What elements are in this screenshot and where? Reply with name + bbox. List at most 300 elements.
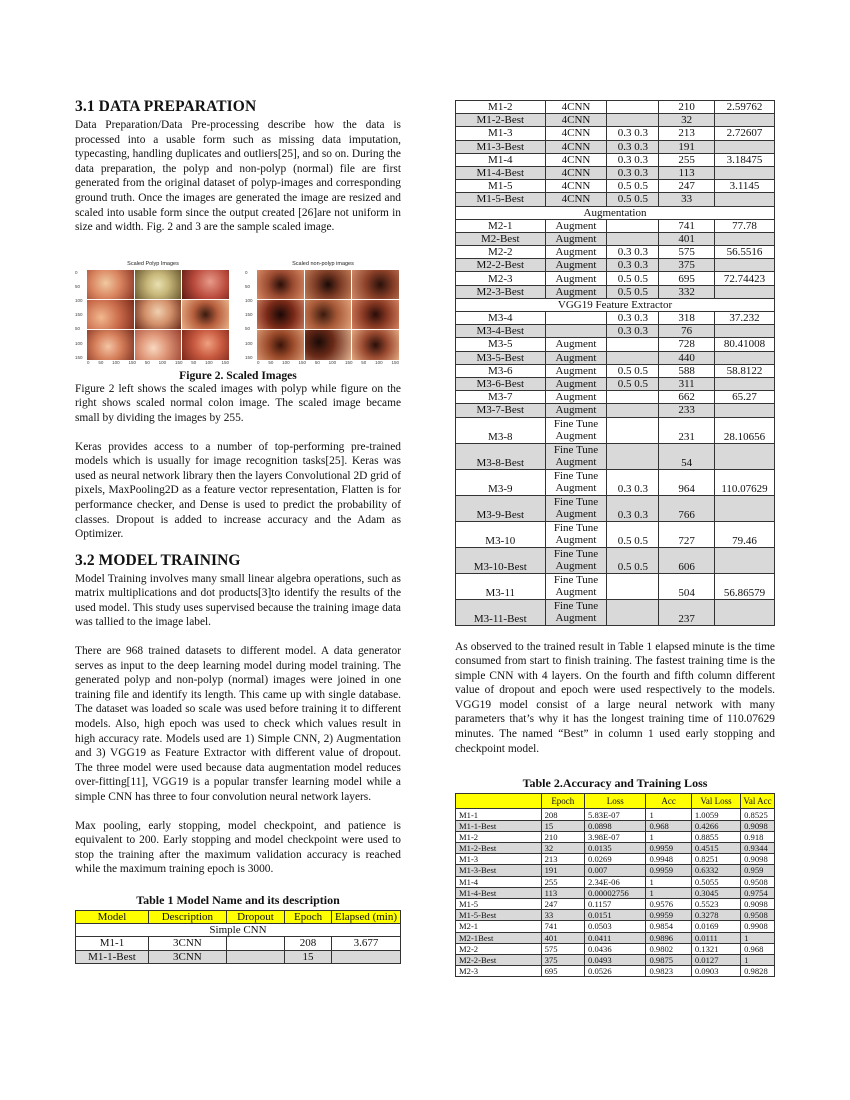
polyp-x-axis: 0 50 100 150 50 100 150 50 100 150 xyxy=(87,359,229,365)
scaled-polyp-panel xyxy=(75,261,231,365)
augment-label: Augment xyxy=(555,534,597,546)
table-cell xyxy=(715,404,775,417)
table-cell: 0.1157 xyxy=(585,898,646,909)
table-cell: 247 xyxy=(541,898,584,909)
table-cell: 695 xyxy=(659,272,715,285)
table-cell: 0.3 0.3 xyxy=(607,166,659,179)
table-1-body-d xyxy=(456,417,775,625)
table-cell: 3CNN xyxy=(148,950,226,963)
non-polyp-tile xyxy=(257,270,304,299)
table-cell: 0.3278 xyxy=(691,910,740,921)
table-row xyxy=(456,898,775,909)
table-cell: 728 xyxy=(659,338,715,351)
table-row xyxy=(456,954,775,965)
non-polyp-x-axis: 0 50 100 150 50 100 150 50 100 150 xyxy=(257,359,399,365)
table-cell: 401 xyxy=(541,932,584,943)
table-cell: 3.98E-07 xyxy=(585,831,646,842)
table-cell: 56.5516 xyxy=(715,246,775,259)
table-cell: 4CNN xyxy=(545,114,607,127)
table-cell: 1 xyxy=(646,887,691,898)
table-cell: M3-11-Best xyxy=(456,599,546,625)
section-3-2-paragraph-1: Model Training involves many small linear algebra operations, such as matrix multiplications and dot products[3]to identify the results of the used model. This study uses supervised because the training image data was tallied to the image label. xyxy=(75,572,401,629)
table-header-cell: Dropout xyxy=(226,910,284,923)
table-row xyxy=(456,391,775,404)
table-cell: 32 xyxy=(659,114,715,127)
table-cell: 0.5 0.5 xyxy=(607,521,659,547)
non-polyp-tile xyxy=(305,270,352,299)
table-cell: 0.9908 xyxy=(741,921,775,932)
table-cell: M1-2 xyxy=(456,101,546,114)
table-cell: 0.3 0.3 xyxy=(607,246,659,259)
fine-tune-label: Fine Tune xyxy=(553,548,599,560)
table-cell: 255 xyxy=(541,876,584,887)
augment-label: Augment xyxy=(555,612,597,624)
table-cell xyxy=(607,338,659,351)
table-cell: 0.9828 xyxy=(741,966,775,977)
fine-tune-label: Fine Tune xyxy=(553,418,599,430)
table-cell: 0.9576 xyxy=(646,898,691,909)
table-cell xyxy=(545,443,607,469)
table-row xyxy=(76,937,401,950)
table-cell: 233 xyxy=(659,404,715,417)
table-cell: 0.5 0.5 xyxy=(607,547,659,573)
table-cell: 0.3 0.3 xyxy=(607,312,659,325)
table-cell: 0.4266 xyxy=(691,820,740,831)
table-cell: 0.0436 xyxy=(585,943,646,954)
table-cell: Augment xyxy=(545,272,607,285)
table-cell xyxy=(715,377,775,390)
table-cell: Augment xyxy=(545,404,607,417)
table-cell: 0.3 0.3 xyxy=(607,259,659,272)
table-cell xyxy=(607,391,659,404)
table-cell: 0.959 xyxy=(741,865,775,876)
table-row xyxy=(456,404,775,417)
table-cell: Augment xyxy=(545,391,607,404)
polyp-tile xyxy=(87,300,134,329)
table-row xyxy=(456,820,775,831)
table-cell xyxy=(715,166,775,179)
table-cell: M2-2-Best xyxy=(456,259,546,272)
table-cell: M1-5 xyxy=(456,180,546,193)
table-2-body xyxy=(456,809,775,977)
table-cell xyxy=(607,232,659,245)
table-cell: 575 xyxy=(659,246,715,259)
table-row xyxy=(456,193,775,206)
table-cell: 0.5 0.5 xyxy=(607,193,659,206)
table-cell xyxy=(607,101,659,114)
table-cell: 0.8525 xyxy=(741,809,775,820)
table-cell: M1-5 xyxy=(456,898,542,909)
table-cell: 0.0169 xyxy=(691,921,740,932)
table-cell: 0.9508 xyxy=(741,910,775,921)
table-cell xyxy=(607,404,659,417)
table-cell: 58.8122 xyxy=(715,364,775,377)
table-cell: M3-9 xyxy=(456,469,546,495)
table-cell: 0.0903 xyxy=(691,966,740,977)
table-cell xyxy=(607,573,659,599)
figure-2-description: Figure 2 left shows the scaled images with polyp while figure on the right shows scaled normal colon image. The scaled image became small by dividing the images by 255. xyxy=(75,382,401,424)
table-cell: 575 xyxy=(541,943,584,954)
table-cell: 0.9802 xyxy=(646,943,691,954)
table-cell: 741 xyxy=(541,921,584,932)
table-header-cell xyxy=(456,794,542,809)
augment-label: Augment xyxy=(555,430,597,442)
table-cell: 0.4515 xyxy=(691,843,740,854)
table-row xyxy=(456,469,775,495)
table-cell: 401 xyxy=(659,232,715,245)
table-cell: 33 xyxy=(659,193,715,206)
table-cell: 3CNN xyxy=(148,937,226,950)
table-row xyxy=(456,831,775,842)
table-header-cell: Elapsed (min) xyxy=(332,910,401,923)
fine-tune-label: Fine Tune xyxy=(553,600,599,612)
table-cell: 32 xyxy=(541,843,584,854)
non-polyp-image-grid xyxy=(257,270,399,360)
table-cell: 0.8855 xyxy=(691,831,740,842)
non-polyp-tile xyxy=(257,330,304,359)
table-cell: 0.1321 xyxy=(691,943,740,954)
table-row xyxy=(456,364,775,377)
non-polyp-tile xyxy=(352,300,399,329)
table-2-caption: Table 2.Accuracy and Training Loss xyxy=(522,776,708,791)
table-cell: 440 xyxy=(659,351,715,364)
polyp-y-axis: 0 50 100 150 50 100 150 xyxy=(75,269,83,360)
table-cell xyxy=(715,259,775,272)
table-cell xyxy=(332,950,401,963)
table-cell: M2-1 xyxy=(456,921,542,932)
table-cell: 208 xyxy=(541,809,584,820)
non-polyp-y-axis: 0 50 100 150 50 100 150 xyxy=(245,269,253,360)
table-cell: 0.5 0.5 xyxy=(607,180,659,193)
polyp-tile xyxy=(182,270,229,299)
table-row xyxy=(456,351,775,364)
table-cell: 3.18475 xyxy=(715,153,775,166)
table-cell: 0.9098 xyxy=(741,854,775,865)
table-cell: 208 xyxy=(285,937,332,950)
table-cell: 588 xyxy=(659,364,715,377)
table-cell: 0.3 0.3 xyxy=(607,495,659,521)
table-cell: 0.3045 xyxy=(691,887,740,898)
table-row xyxy=(456,843,775,854)
table-cell: 2.72607 xyxy=(715,127,775,140)
table-cell: 0.5 0.5 xyxy=(607,285,659,298)
table-cell: 247 xyxy=(659,180,715,193)
table-cell: 113 xyxy=(659,166,715,179)
table-cell: 0.9959 xyxy=(646,865,691,876)
table-cell xyxy=(545,312,607,325)
table-cell xyxy=(607,219,659,232)
table-row xyxy=(456,246,775,259)
table-cell: 375 xyxy=(659,259,715,272)
table-cell xyxy=(226,950,284,963)
table-header-cell: Epoch xyxy=(285,910,332,923)
table-cell: 15 xyxy=(541,820,584,831)
table-cell: 210 xyxy=(541,831,584,842)
table-cell: 0.007 xyxy=(585,865,646,876)
table-row xyxy=(456,417,775,443)
table-cell: 4CNN xyxy=(545,127,607,140)
table-row xyxy=(456,865,775,876)
table-cell: M1-1 xyxy=(456,809,542,820)
table-cell xyxy=(545,521,607,547)
table-1-body-left xyxy=(76,937,401,963)
table-row xyxy=(456,547,775,573)
non-polyp-tile xyxy=(257,300,304,329)
table-header-cell: Val Loss xyxy=(691,794,740,809)
table-cell: M3-7-Best xyxy=(456,404,546,417)
table-cell xyxy=(545,599,607,625)
table-cell: M2-2 xyxy=(456,246,546,259)
table-cell: 606 xyxy=(659,547,715,573)
table-header-cell: Epoch xyxy=(541,794,584,809)
table-cell xyxy=(545,495,607,521)
table-cell: 0.3 0.3 xyxy=(607,153,659,166)
table-cell: Augment xyxy=(545,232,607,245)
table-cell: 375 xyxy=(541,954,584,965)
table-header-cell: Description xyxy=(148,910,226,923)
section-3-2-paragraph-2: There are 968 trained datasets to different model. A data generator serves as input to the deep learning model during model training. The generated polyp and non-polyp (normal) images were joined in one training file and identify its length. This came up with single database. The dataset was loaded so scale was used before training it to different models. Also, high epoch was used to check which values result in high accuracy rate. Models used are 1) Simple CNN, 2) Augmentation and 3) VGG19 as Feature Extractor with different value of dropout. The three model were used because data augmentation model reduces over-fitting[11], VGG19 is a popular transfer learning model while a simple CNN has three to four convolution neural network layers. xyxy=(75,645,401,803)
table-cell xyxy=(607,443,659,469)
table-cell: 0.0111 xyxy=(691,932,740,943)
table-cell: 0.00002756 xyxy=(585,887,646,898)
table-cell xyxy=(715,140,775,153)
table-cell: 0.9959 xyxy=(646,910,691,921)
table-cell xyxy=(545,469,607,495)
table-cell xyxy=(607,599,659,625)
table-cell: 4CNN xyxy=(545,153,607,166)
table-cell: 76 xyxy=(659,325,715,338)
table-cell: 191 xyxy=(541,865,584,876)
table-cell: 213 xyxy=(659,127,715,140)
table-row xyxy=(456,599,775,625)
table-row xyxy=(456,910,775,921)
table-cell: 0.3 0.3 xyxy=(607,469,659,495)
table-cell: 237 xyxy=(659,599,715,625)
table-cell: 0.9948 xyxy=(646,854,691,865)
right-column xyxy=(455,100,775,977)
table-row xyxy=(456,180,775,193)
table-cell: 79.46 xyxy=(715,521,775,547)
table-cell: 0.3 0.3 xyxy=(607,127,659,140)
table-cell: 0.9823 xyxy=(646,966,691,977)
table-cell xyxy=(715,232,775,245)
table-cell: 1 xyxy=(646,876,691,887)
table-cell: M3-9-Best xyxy=(456,495,546,521)
table-cell: M1-3-Best xyxy=(456,865,542,876)
polyp-tile xyxy=(87,330,134,359)
table-row xyxy=(456,312,775,325)
table-cell: 0.9508 xyxy=(741,876,775,887)
table-cell: 33 xyxy=(541,910,584,921)
table-cell: 0.9098 xyxy=(741,898,775,909)
table-cell: Augment xyxy=(545,259,607,272)
table-row xyxy=(456,140,775,153)
table-cell: 213 xyxy=(541,854,584,865)
table-cell: 0.968 xyxy=(646,820,691,831)
section-row: VGG19 Feature Extractor xyxy=(456,298,775,311)
non-polyp-tile xyxy=(305,300,352,329)
section-3-2-paragraph-3: Max pooling, early stopping, model checkpoint, and patience is equivalent to 200. Early stopping and model checkpoint were used to stop the training after the maximum validation accuracy is reached while the maximum training epoch is 3000. xyxy=(75,819,401,876)
table-cell: M1-5-Best xyxy=(456,193,546,206)
table-cell xyxy=(715,325,775,338)
table-cell: 4CNN xyxy=(545,193,607,206)
table-cell: 504 xyxy=(659,573,715,599)
table-cell: M3-11 xyxy=(456,573,546,599)
augment-label: Augment xyxy=(555,508,597,520)
table-cell: 0.5 0.5 xyxy=(607,377,659,390)
table-row xyxy=(456,932,775,943)
section-3-1-heading: 3.1 DATA PREPARATION xyxy=(75,98,257,115)
table-cell: 80.41008 xyxy=(715,338,775,351)
polyp-tile xyxy=(182,300,229,329)
table-cell: 4CNN xyxy=(545,101,607,114)
table-cell: M2-3 xyxy=(456,272,546,285)
table-cell xyxy=(607,351,659,364)
table-cell: 695 xyxy=(541,966,584,977)
scaled-non-polyp-title: Scaled non-polyp images xyxy=(292,260,354,267)
table-cell: 255 xyxy=(659,153,715,166)
table-cell: 0.8251 xyxy=(691,854,740,865)
table-cell: 311 xyxy=(659,377,715,390)
table-2-header-row xyxy=(456,794,775,809)
figure-2-caption: Figure 2. Scaled Images xyxy=(179,368,297,382)
table-cell: M2-3 xyxy=(456,966,542,977)
table-row xyxy=(456,114,775,127)
table-cell: 0.0898 xyxy=(585,820,646,831)
table-cell: 4CNN xyxy=(545,180,607,193)
fine-tune-label: Fine Tune xyxy=(553,496,599,508)
non-polyp-tile xyxy=(352,330,399,359)
observation-paragraph: As observed to the trained result in Table 1 elapsed minute is the time consumed from start to finish training. The fastest training time is the simple CNN with 4 layers. On the fourth and fifth column different value of dropout and epoch were used respectively to the models. VGG19 model consist of a large neural network with many parameters that’s why it has the longest training time of 110.07629 minutes. The named “Best” in column 1 used early stopping and checkpoint model. xyxy=(455,640,775,755)
table-cell: 0.968 xyxy=(741,943,775,954)
polyp-tile xyxy=(135,330,182,359)
table-1-header-row xyxy=(76,910,401,923)
table-cell: 1 xyxy=(741,932,775,943)
table-cell: M3-5-Best xyxy=(456,351,546,364)
augment-label: Augment xyxy=(555,560,597,572)
table-cell: M2-Best xyxy=(456,232,546,245)
table-row xyxy=(456,966,775,977)
table-1-part-2 xyxy=(455,100,775,626)
table-cell xyxy=(715,114,775,127)
table-cell: M1-2-Best xyxy=(456,114,546,127)
table-cell xyxy=(715,599,775,625)
table-cell: M1-5-Best xyxy=(456,910,542,921)
table-row xyxy=(456,127,775,140)
table-cell: 5.83E-07 xyxy=(585,809,646,820)
table-cell: 0.9754 xyxy=(741,887,775,898)
table-cell: 0.9875 xyxy=(646,954,691,965)
table-cell: M2-1 xyxy=(456,219,546,232)
table-cell: 231 xyxy=(659,417,715,443)
table-cell: 4CNN xyxy=(545,166,607,179)
table-cell xyxy=(715,443,775,469)
table-cell: 727 xyxy=(659,521,715,547)
polyp-tile xyxy=(135,300,182,329)
table-cell: 0.3 0.3 xyxy=(607,140,659,153)
table-cell: M3-8 xyxy=(456,417,546,443)
table-cell: M3-6 xyxy=(456,364,546,377)
table-1-body-c xyxy=(456,312,775,418)
section-row: Augmentation xyxy=(456,206,775,219)
table-cell: M2-2 xyxy=(456,943,542,954)
table-cell: 0.0503 xyxy=(585,921,646,932)
table-cell: 3.1145 xyxy=(715,180,775,193)
table-row xyxy=(456,272,775,285)
table-cell: 0.5055 xyxy=(691,876,740,887)
table-row xyxy=(456,377,775,390)
table-2 xyxy=(455,793,775,977)
table-cell: 113 xyxy=(541,887,584,898)
table-cell: 0.9344 xyxy=(741,843,775,854)
table-cell: 318 xyxy=(659,312,715,325)
table-cell: 1 xyxy=(646,809,691,820)
augment-label: Augment xyxy=(555,586,597,598)
table-header-cell: Acc xyxy=(646,794,691,809)
table-row xyxy=(456,232,775,245)
table-cell: Augment xyxy=(545,285,607,298)
table-cell xyxy=(607,114,659,127)
non-polyp-tile xyxy=(305,330,352,359)
table-cell: Augment xyxy=(545,246,607,259)
table-cell: 77.78 xyxy=(715,219,775,232)
table-cell xyxy=(715,193,775,206)
table-cell: 0.0269 xyxy=(585,854,646,865)
table-row xyxy=(456,338,775,351)
table-cell: 28.10656 xyxy=(715,417,775,443)
table-cell: 766 xyxy=(659,495,715,521)
table-cell: 4CNN xyxy=(545,140,607,153)
table-cell: M1-3 xyxy=(456,127,546,140)
table-cell xyxy=(715,351,775,364)
table-cell: M1-1-Best xyxy=(456,820,542,831)
table-cell: 0.5523 xyxy=(691,898,740,909)
table-cell: Augment xyxy=(545,338,607,351)
table-cell: 1.0059 xyxy=(691,809,740,820)
table-cell: 15 xyxy=(285,950,332,963)
table-1-body-a xyxy=(456,101,775,207)
table-cell: M3-8-Best xyxy=(456,443,546,469)
table-row xyxy=(456,809,775,820)
table-cell: M3-4-Best xyxy=(456,325,546,338)
table-cell: M3-5 xyxy=(456,338,546,351)
table-cell: M1-4-Best xyxy=(456,166,546,179)
table-cell: M1-2 xyxy=(456,831,542,842)
table-cell: 0.9098 xyxy=(741,820,775,831)
polyp-tile xyxy=(182,330,229,359)
table-row xyxy=(456,325,775,338)
table-cell: 72.74423 xyxy=(715,272,775,285)
table-cell: 191 xyxy=(659,140,715,153)
table-cell: M2-2-Best xyxy=(456,954,542,965)
section-3-1-paragraph: Data Preparation/Data Pre-processing describe how the data is processed into a usable form such as missing data imputation, typecasting, handling duplicates and outliers[25], and so on. During the data preparation, the polyp and non-polyp (normal) file are first generated from the original dataset of polyp-images and corresponding ground truth. Once the images are generated the image are resized and scaled into usable form since the output created [26]are not uniform in size and width. Fig. 2 and 3 are the sample scaled image. xyxy=(75,119,401,234)
table-cell: M1-1 xyxy=(76,937,149,950)
table-cell: M1-1-Best xyxy=(76,950,149,963)
table-cell: 741 xyxy=(659,219,715,232)
table-cell: 0.0526 xyxy=(585,966,646,977)
table-cell: M1-3-Best xyxy=(456,140,546,153)
table-cell: 0.5 0.5 xyxy=(607,272,659,285)
table-row xyxy=(456,854,775,865)
table-row xyxy=(456,495,775,521)
polyp-image-grid xyxy=(87,270,229,360)
table-cell: M2-1Best xyxy=(456,932,542,943)
table-row xyxy=(456,166,775,179)
table-cell: 56.86579 xyxy=(715,573,775,599)
table-header-cell: Model xyxy=(76,910,149,923)
table-cell: 0.5 0.5 xyxy=(607,364,659,377)
table-header-cell: Val Acc xyxy=(741,794,775,809)
